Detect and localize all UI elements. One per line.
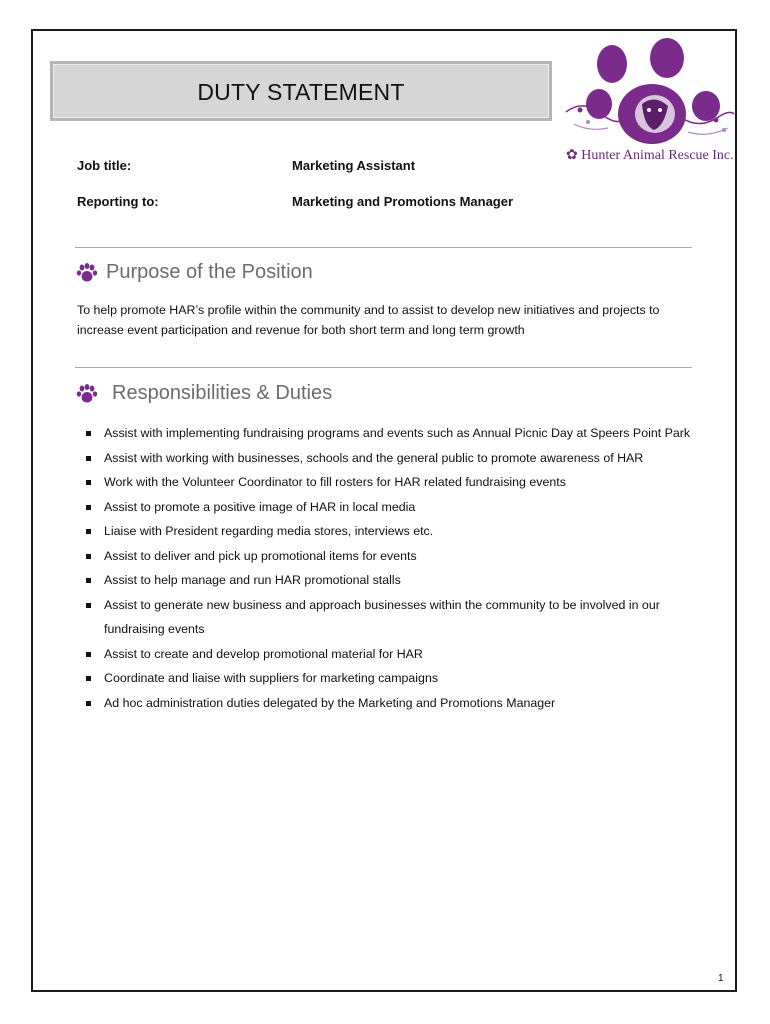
bullet-icon (86, 652, 91, 657)
list-item: Assist with working with businesses, schools and the general public to promote awareness of HAR (86, 446, 701, 471)
bullet-icon (86, 578, 91, 583)
bullet-icon (86, 676, 91, 681)
title-box (50, 61, 552, 121)
purpose-text: To help promote HAR’s profile within the community and to assist to develop new initiatives and projects to increase event participation and revenue for both short term and long term growth (77, 303, 660, 337)
bullet-icon (86, 480, 91, 485)
list-item: Coordinate and liaise with suppliers for marketing campaigns (86, 666, 701, 691)
paw-icon (76, 384, 98, 404)
job-title-label: Job title: (77, 158, 132, 173)
responsibilities-heading (76, 382, 332, 405)
purpose-heading-text: Purpose of the Position (106, 261, 313, 283)
reporting-to-label: Reporting to: (77, 194, 159, 209)
list-item: Assist to help manage and run HAR promotional stalls (86, 568, 701, 593)
bullet-icon (86, 431, 91, 436)
paw-icon (76, 263, 98, 283)
bullet-icon (86, 554, 91, 559)
bullet-icon (86, 505, 91, 510)
job-title-value: Marketing Assistant (292, 158, 416, 173)
list-item: Assist to promote a positive image of HAR in local media (86, 495, 701, 520)
logo-mark-icon: ✿ (566, 148, 578, 163)
list-item: Assist to create and develop promotional material for HAR (86, 642, 701, 667)
list-item: Liaise with President regarding media stores, interviews etc. (86, 519, 701, 544)
duties-list (86, 421, 701, 715)
bullet-icon (86, 456, 91, 461)
reporting-to-value: Marketing and Promotions Manager (292, 194, 514, 209)
list-item: Assist with implementing fundraising programs and events such as Annual Picnic Day at Speers Point Park (86, 421, 701, 446)
section-divider (75, 247, 692, 248)
page-number: 1 (718, 973, 724, 984)
bullet-icon (86, 701, 91, 706)
responsibilities-heading-text: Responsibilities & Duties (112, 382, 333, 404)
list-item: Work with the Volunteer Coordinator to fill rosters for HAR related fundraising events (86, 470, 701, 495)
list-item: Ad hoc administration duties delegated by the Marketing and Promotions Manager (86, 691, 701, 716)
section-divider (75, 367, 692, 368)
bullet-icon (86, 529, 91, 534)
list-item: Assist to deliver and pick up promotional items for events (86, 544, 701, 569)
document-title: DUTY STATEMENT (197, 79, 405, 105)
purpose-heading (76, 261, 313, 284)
organisation-logo-text: ✿ Hunter Animal Rescue Inc. (566, 148, 734, 163)
list-item: Assist to generate new business and approach businesses within the community to be involved in our fundraising events (86, 593, 701, 642)
bullet-icon (86, 603, 91, 608)
